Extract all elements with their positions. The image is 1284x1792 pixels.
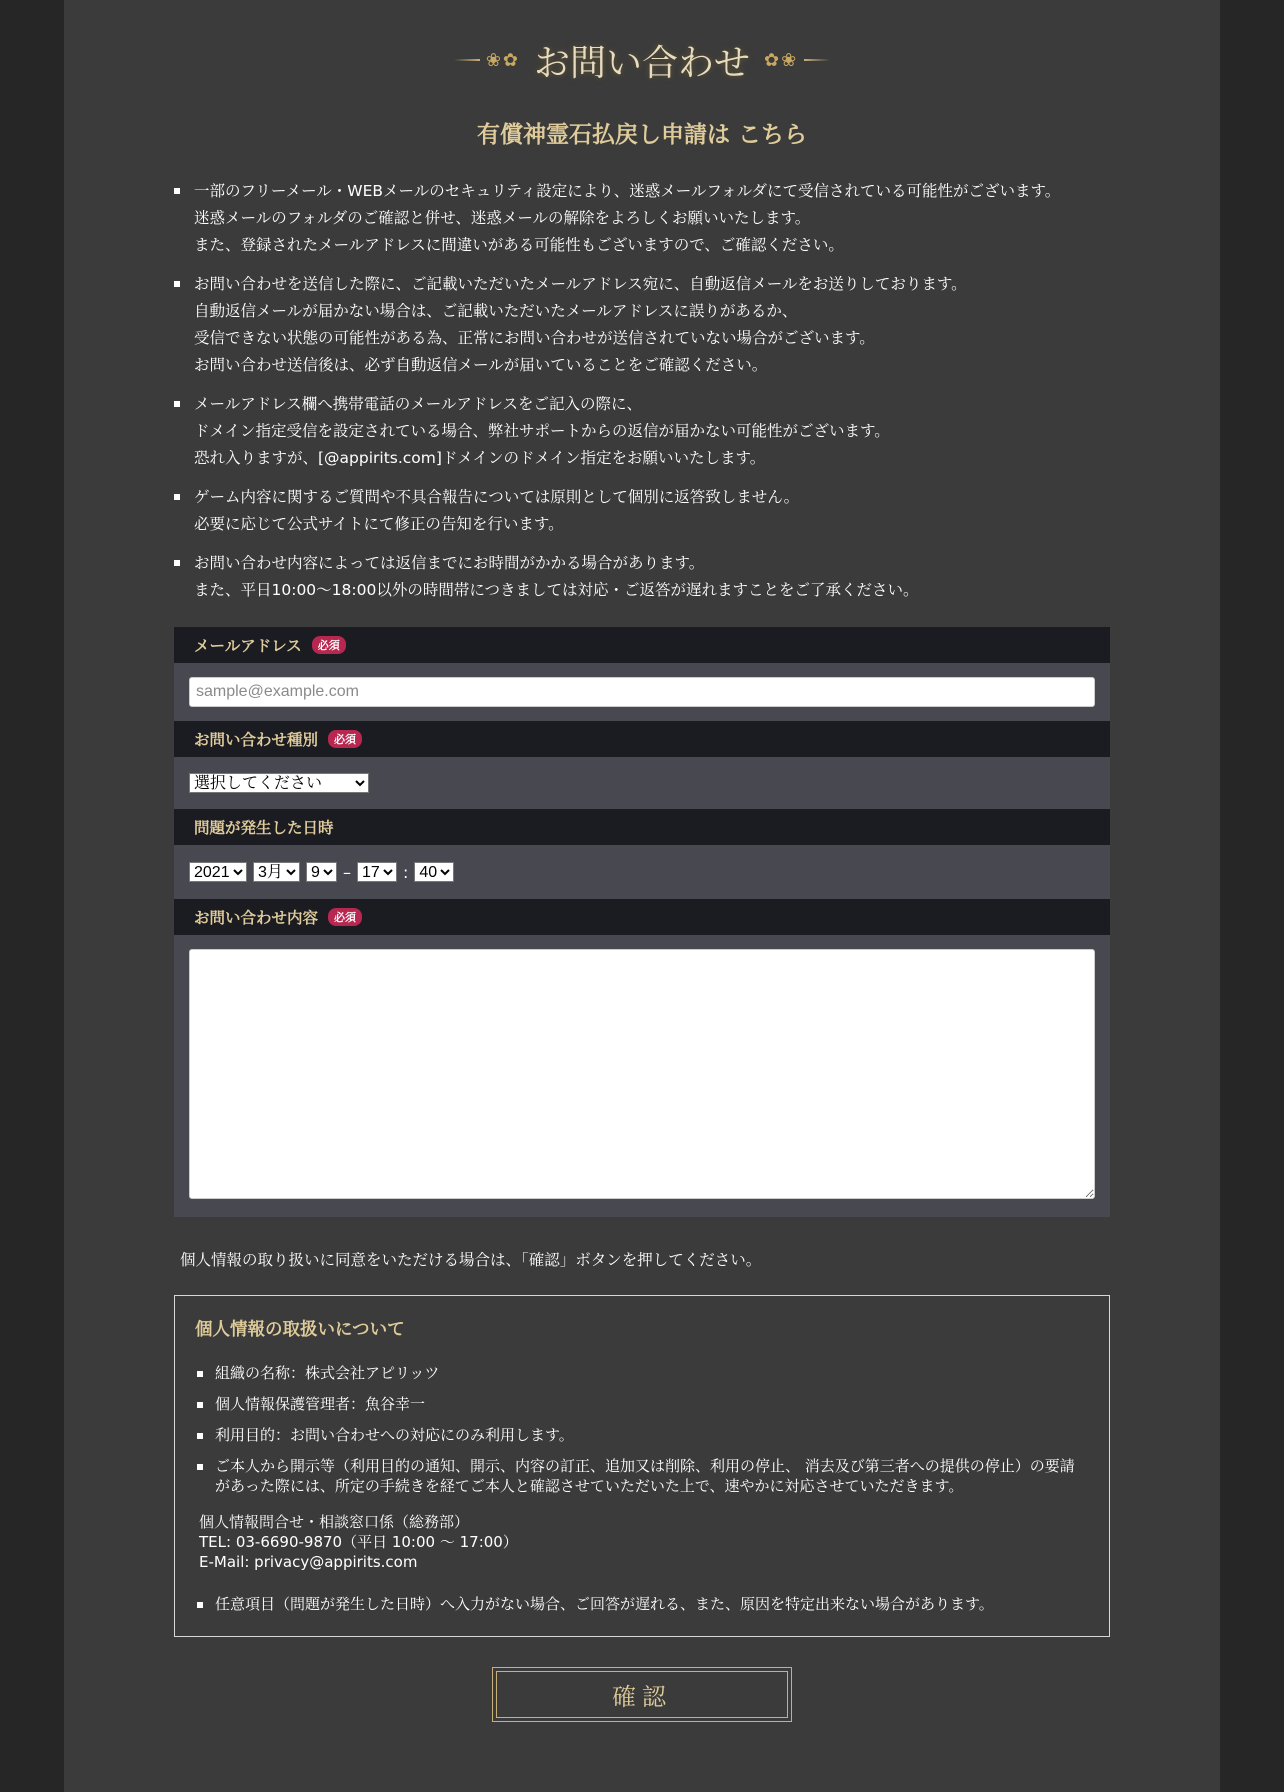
- hour-select[interactable]: [357, 862, 397, 882]
- floral-ornament-icon: ✿❀: [764, 49, 799, 71]
- privacy-item: 組織の名称：株式会社アピリッツ: [195, 1363, 1089, 1383]
- privacy-list-tail: [195, 1594, 1089, 1614]
- notice-item: メールアドレス欄へ携帯電話のメールアドレスをご記入の際に、 ドメイン指定受信を設定されている場合、弊社サポートからの返信が届かない可能性がございます。 恐れ入りますが、[@appirits.com]ドメインのドメイン指定をお願いいたします。: [174, 391, 1104, 472]
- category-field-header: [174, 721, 1110, 757]
- year-select[interactable]: [189, 862, 247, 882]
- month-select[interactable]: [253, 862, 300, 882]
- consent-text: 個人情報の取り扱いに同意をいただける場合は、「確認」ボタンを押してください。: [180, 1251, 762, 1269]
- ornament-line-left: [454, 59, 480, 61]
- required-badge: 必須: [328, 730, 362, 748]
- category-select[interactable]: [189, 773, 369, 793]
- confirm-button-label: 確認: [612, 1683, 672, 1711]
- date-time-separator: –: [343, 862, 351, 882]
- content-textarea[interactable]: [189, 949, 1095, 1199]
- privacy-item: ご本人から開示等（利用目的の通知、開示、内容の訂正、追加又は削除、利用の停止、 消去及び第三者への提供の停止）の要請があった際には、所定の手続きを経てご本人と確認させていただいた上で、速やかに対応させていただきます。: [195, 1456, 1089, 1496]
- datetime-field-label: 問題が発生した日時: [194, 819, 334, 837]
- content-field-label: お問い合わせ内容: [194, 909, 319, 927]
- refund-link[interactable]: こちら: [738, 122, 807, 148]
- privacy-item: 利用目的：お問い合わせへの対応にのみ利用します。: [195, 1425, 1089, 1445]
- required-badge: 必須: [312, 636, 346, 654]
- confirm-button[interactable]: [492, 1667, 792, 1722]
- notice-item: お問い合わせを送信した際に、ご記載いただいたメールアドレス宛に、自動返信メールをお送りしております。 自動返信メールが届かない場合は、ご記載いただいたメールアドレスに誤りがあるか、 受信できない状態の可能性がある為、正常にお問い合わせが送信されていない場合がございます。 お問い合わせ送信後は、必ず自動返信メールが届いていることをご確認ください。: [174, 271, 1104, 379]
- notice-list: [174, 178, 1104, 616]
- contact-email: E-Mail: privacy@appirits.com: [199, 1553, 418, 1571]
- privacy-item: 任意項目（問題が発生した日時）へ入力がない場合、ご回答が遅れる、また、原因を特定出来ない場合があります。: [195, 1594, 1089, 1614]
- floral-ornament-icon: ❀✿: [485, 49, 520, 71]
- datetime-field-header: [174, 809, 1110, 845]
- datetime-field-body: [174, 845, 1110, 899]
- content-field-body: [174, 935, 1110, 1217]
- time-colon: :: [403, 862, 409, 882]
- notice-item: お問い合わせ内容によっては返信までにお時間がかかる場合があります。 また、平日10:00～18:00以外の時間帯につきましては対応・ご返答が遅れますことをご了承ください。: [174, 550, 1104, 604]
- refund-subheading: 有償神霊石払戻し申請は こちら: [476, 122, 807, 148]
- privacy-title: 個人情報の取扱いについて: [195, 1320, 405, 1340]
- ornament-line-right: [804, 59, 830, 61]
- email-field-body: [174, 663, 1110, 721]
- contact-form: [174, 627, 1110, 1217]
- page-title: お問い合わせ: [534, 42, 751, 84]
- datetime-row: [189, 862, 1095, 882]
- day-select[interactable]: [306, 862, 337, 882]
- email-input[interactable]: [189, 677, 1095, 707]
- title-banner: [454, 30, 830, 90]
- notice-item: ゲーム内容に関するご質問や不具合報告については原則として個別に返答致しません。 必要に応じて公式サイトにて修正の告知を行います。: [174, 484, 1104, 538]
- category-field-label: お問い合わせ種別: [194, 731, 319, 749]
- minute-select[interactable]: [414, 862, 454, 882]
- privacy-policy-box: [174, 1295, 1110, 1637]
- notice-item: 一部のフリーメール・WEBメールのセキュリティ設定により、迷惑メールフォルダにて受信されている可能性がございます。 迷惑メールのフォルダのご確認と併せ、迷惑メールの解除をよろしくお願いいたします。 また、登録されたメールアドレスに間違いがある可能性もございますので、ご確認ください。: [174, 178, 1104, 259]
- email-field-label: メールアドレス: [194, 637, 302, 655]
- contact-department: 個人情報問合せ・相談窓口係（総務部）: [199, 1513, 470, 1531]
- required-badge: 必須: [328, 908, 362, 926]
- privacy-contact: [199, 1512, 1089, 1572]
- privacy-list: [195, 1363, 1089, 1496]
- contact-phone: TEL: 03-6690-9870（平日 10:00 ～ 17:00）: [199, 1533, 518, 1551]
- privacy-item: 個人情報保護管理者：魚谷幸一: [195, 1394, 1089, 1414]
- content-field-header: [174, 899, 1110, 935]
- category-field-body: [174, 757, 1110, 809]
- email-field-header: [174, 627, 1110, 663]
